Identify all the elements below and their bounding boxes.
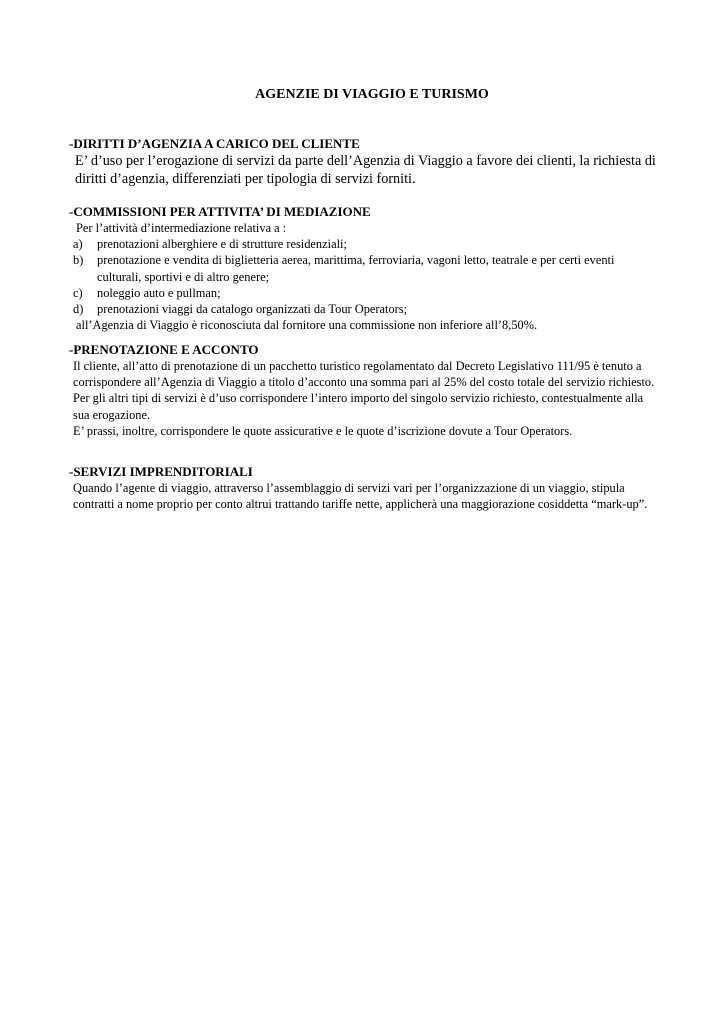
section-paragraph: E’ prassi, inoltre, corrispondere le quote assicurative e le quote d’iscrizione dovute a Tour Operators.: [73, 423, 573, 438]
section-paragraph: Per gli altri tipi di servizi è d’uso corrispondere l’intero importo del singolo servizio richiesto, contestualmente alla sua erogazione.: [73, 391, 644, 422]
services-list: [69, 236, 659, 317]
document-title: AGENZIE DI VIAGGIO E TURISMO: [255, 87, 489, 102]
list-item: [73, 236, 659, 252]
section-commissioni: [69, 204, 659, 333]
list-marker: d): [73, 302, 84, 317]
list-item: [73, 285, 659, 301]
section-diritti-agenzia: [69, 136, 659, 188]
list-item-text: noleggio auto e pullman;: [97, 285, 221, 300]
list-item: [73, 301, 659, 317]
list-marker: a): [73, 237, 83, 252]
list-marker: b): [73, 253, 84, 268]
section-servizi-imprenditoriali: [69, 464, 659, 512]
section-heading: -SERVIZI IMPRENDITORIALI: [69, 464, 253, 479]
section-closing: all’Agenzia di Viaggio è riconosciuta dal fornitore una commissione non inferiore all’8,50%.: [76, 318, 538, 333]
section-paragraph: Il cliente, all’atto di prenotazione di un pacchetto turistico regolamentato dal Decreto Legislativo 111/95 è tenuto a corrispondere all’Agenzia di Viaggio a titolo d’acconto una somma pari al 25% del costo totale del servizio richiesto.: [73, 359, 655, 390]
list-item: [73, 252, 659, 284]
list-marker: c): [73, 285, 83, 300]
section-paragraph: E’ d’uso per l’erogazione di servizi da parte dell’Agenzia di Viaggio a favore dei clienti, la richiesta di diritti d’agenzia, differenziati per tipologia di servizi forniti.: [75, 153, 656, 187]
list-item-text: prenotazioni alberghiere e di strutture residenziali;: [97, 237, 347, 252]
section-heading: -COMMISSIONI PER ATTIVITA’ DI MEDIAZIONE: [69, 204, 371, 219]
list-item-text: prenotazione e vendita di biglietteria aerea, marittima, ferroviaria, vagoni letto, teatrale e per certi eventi culturali, sportivi e di altro genere;: [97, 253, 615, 284]
section-intro: Per l’attività d’intermediazione relativa a :: [76, 221, 287, 235]
section-heading: -PRENOTAZIONE E ACCONTO: [69, 342, 259, 357]
list-item-text: prenotazioni viaggi da catalogo organizzati da Tour Operators;: [97, 302, 408, 317]
section-paragraph: Quando l’agente di viaggio, attraverso l’assemblaggio di servizi vari per l’organizzazione di un viaggio, stipula contratti a nome proprio per conto altrui trattando tariffe nette, applicherà una maggiorazione cosiddetta “mark-up”.: [73, 481, 648, 512]
section-heading: -DIRITTI D’AGENZIA A CARICO DEL CLIENTE: [69, 136, 360, 151]
section-prenotazione-acconto: [69, 342, 659, 439]
